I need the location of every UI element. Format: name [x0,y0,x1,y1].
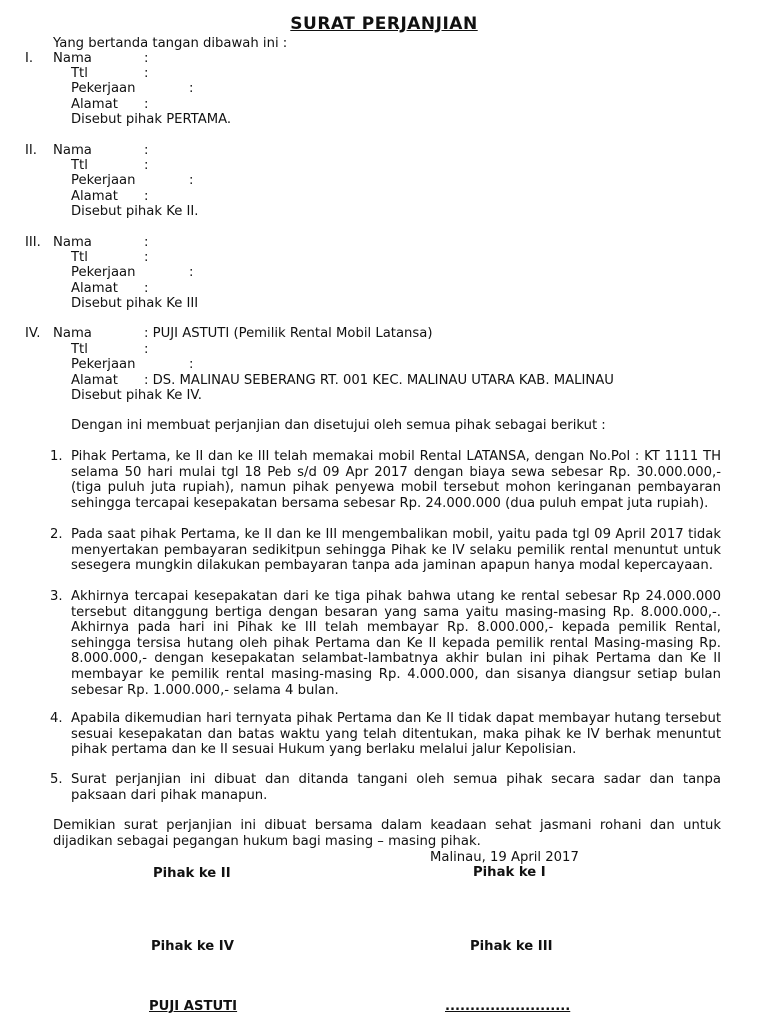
item-4-text: Apabila dikemudian hari ternyata pihak Pertama dan Ke II tidak dapat membayar hutang tersebut sesuai kesepakatan dan batas waktu yang telah ditentukan, maka pihak ke IV berhak menuntut pihak pertama dan ke II sesuai Hukum yang berlaku melalui jalur Kepolisian. [71,711,721,758]
party-1-nama-label: Nama [53,51,92,66]
item-1-number: 1. [50,449,63,464]
item-3-text: Akhirnya tercapai kesepakatan dari ke tiga pihak bahwa utang ke rental sebesar Rp 24.000.000 tersebut ditanggung bertiga dengan besaran yang sama yaitu masing-masing Rp. 8.000.000,-. Akhirnya pada hari ini Pihak ke III telah membayar Rp. 8.000.000,- kepada pemilik Rental, sehingga tersisa hutang oleh pihak Pertama dan Ke II kepada pemilik rental Masing-masing Rp. 8.000.000,- dengan kesepakatan selambat-lambatnya akhir bulan ini pihak Pertama dan Ke II membayar ke pemilik rental masing-masing Rp. 4.000.000, dan sisanya diangsur setiap bulan sebesar Rp. 1.000.000,- selama 4 bulan. [71,589,721,698]
party-4-ttl-colon: : [144,342,149,357]
party-1-ttl-colon: : [144,66,149,81]
signature-name-pihak-iv: PUJI ASTUTI [149,999,238,1014]
item-1-text: Pihak Pertama, ke II dan ke III telah memakai mobil Rental LATANSA, dengan No.Pol : KT 1111 TH selama 50 hari mulai tgl 18 Peb s/d 09 Apr 2017 dengan biaya sewa sebesar Rp. 30.000.000,-(tiga puluh juta rupiah), namun pihak penyewa mobil tersebut mohon keringanan pembayaran sehingga tercapai kesepakatan bersama sebesar Rp. 24.000.000 (dua puluh empat juta rupiah). [71,449,721,511]
party-1-alamat-colon: : [144,97,149,112]
party-3-roman: III. [25,235,41,250]
signature-label-pihak-i: Pihak ke I [473,865,546,880]
party-2-alamat-label: Alamat [71,189,118,204]
signature-name-pihak-iii: ......................... [445,999,571,1014]
party-3-alamat-label: Alamat [71,281,118,296]
signature-label-pihak-ii: Pihak ke II [153,866,231,881]
item-5-text: Surat perjanjian ini dibuat dan ditanda tangani oleh semua pihak secara sadar dan tanpa paksaan dari pihak manapun. [71,772,721,803]
party-3-ttl-label: Ttl [71,250,88,265]
party-2-ttl-label: Ttl [71,158,88,173]
party-4-nama-value: : PUJI ASTUTI (Pemilik Rental Mobil Latansa) [144,326,433,341]
party-3-pekerjaan-colon: : [189,265,194,280]
party-2-ttl-colon: : [144,158,149,173]
party-4-ttl-label: Ttl [71,342,88,357]
agreement-intro: Dengan ini membuat perjanjian dan disetujui oleh semua pihak sebagai berikut : [71,418,606,433]
party-1-ttl-label: Ttl [71,66,88,81]
item-5-number: 5. [50,772,63,787]
party-4-alamat-value: : DS. MALINAU SEBERANG RT. 001 KEC. MALINAU UTARA KAB. MALINAU [144,373,614,388]
party-4-roman: IV. [25,326,41,341]
signature-label-pihak-iii: Pihak ke III [470,939,553,954]
party-2-disebut: Disebut pihak Ke II. [71,204,199,219]
party-2-pekerjaan-colon: : [189,173,194,188]
party-3-ttl-colon: : [144,250,149,265]
party-2-pekerjaan-label: Pekerjaan [71,173,136,188]
party-3-nama-colon: : [144,235,149,250]
party-1-disebut: Disebut pihak PERTAMA. [71,112,232,127]
party-2-nama-label: Nama [53,143,92,158]
item-4-number: 4. [50,711,63,726]
party-4-pekerjaan-label: Pekerjaan [71,357,136,372]
party-3-pekerjaan-label: Pekerjaan [71,265,136,280]
closing-paragraph: Demikian surat perjanjian ini dibuat bersama dalam keadaan sehat jasmani rohani dan untuk dijadikan sebagai pegangan hukum bagi masing – masing pihak. [53,818,721,849]
party-1-alamat-label: Alamat [71,97,118,112]
party-1-pekerjaan-colon: : [189,81,194,96]
party-2-nama-colon: : [144,143,149,158]
intro-text: Yang bertanda tangan dibawah ini : [53,36,288,51]
party-3-disebut: Disebut pihak Ke III [71,296,199,311]
party-2-alamat-colon: : [144,189,149,204]
party-1-pekerjaan-label: Pekerjaan [71,81,136,96]
party-3-alamat-colon: : [144,281,149,296]
party-4-pekerjaan-colon: : [189,357,194,372]
place-date: Malinau, 19 April 2017 [430,850,579,865]
document-title: SURAT PERJANJIAN [290,14,478,34]
party-4-alamat-label: Alamat [71,373,118,388]
item-3-number: 3. [50,589,63,604]
party-1-nama-colon: : [144,51,149,66]
item-2-text: Pada saat pihak Pertama, ke II dan ke III mengembalikan mobil, yaitu pada tgl 09 April 2017 tidak menyertakan pembayaran sedikitpun sehingga Pihak ke IV selaku pemilik rental menuntut untuk sesegera mungkin dilakukan pembayaran tanpa ada jaminan apapun hanya modal kepercayaan. [71,527,721,574]
party-4-disebut: Disebut pihak Ke IV. [71,388,202,403]
party-2-roman: II. [25,143,37,158]
item-2-number: 2. [50,527,63,542]
signature-label-pihak-iv: Pihak ke IV [151,939,234,954]
party-4-nama-label: Nama [53,326,92,341]
party-1-roman: I. [25,51,34,66]
party-3-nama-label: Nama [53,235,92,250]
